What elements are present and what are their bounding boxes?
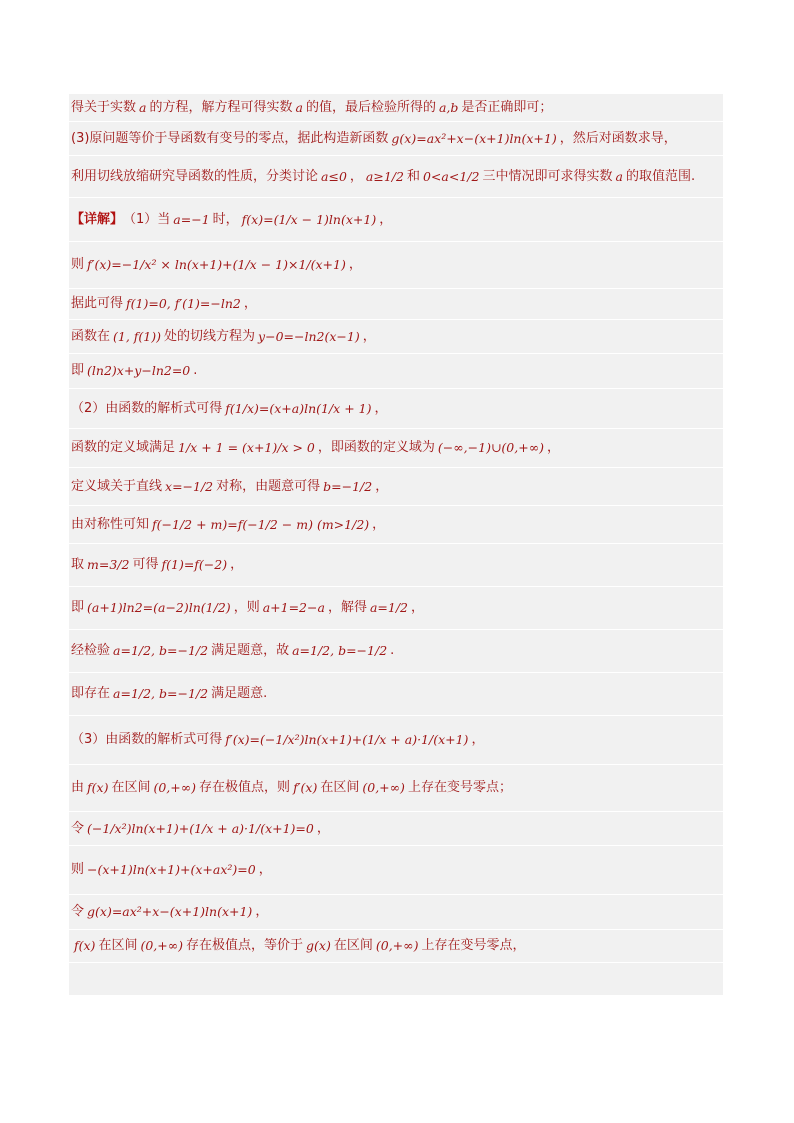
text-run: ， — [547, 440, 561, 455]
math-expression: a+1=2−a — [262, 600, 325, 615]
math-expression: m=3/2 — [87, 557, 130, 572]
text-run: ，然后对函数求导， — [559, 130, 677, 146]
text-run: 即存在 — [71, 686, 111, 701]
text-run: 据此可得 — [71, 296, 124, 311]
text-run: 经检验 — [71, 643, 111, 658]
solution-line — [69, 94, 723, 122]
math-expression: a — [295, 99, 303, 115]
text-run: 在区间 — [333, 938, 373, 953]
text-run: 和 — [406, 168, 420, 184]
math-expression: f′(x)=−1/x² × ln(x+1)+(1/x − 1)×1/(x+1) — [87, 257, 346, 272]
text-run: 在区间 — [320, 780, 360, 795]
solution-line — [69, 122, 723, 156]
text-run: （3）由函数的解析式可得 — [71, 732, 223, 747]
math-expression: a=1/2, b=−1/2 — [113, 686, 209, 701]
text-run: 利用切线放缩研究导函数的性质，分类讨论 — [71, 168, 319, 184]
text-run: ， — [362, 328, 376, 344]
math-expression: (−1/x²)ln(x+1)+(1/x + a)·1/(x+1)=0 — [87, 820, 314, 836]
text-run: ，则 — [233, 600, 260, 615]
text-run: . — [390, 643, 395, 658]
text-run: ， — [471, 732, 485, 747]
text-run: 是否正确即可； — [461, 99, 553, 115]
math-expression: (ln2)x+y−ln2=0 — [87, 363, 191, 378]
math-expression: a — [139, 99, 147, 115]
math-expression: f(1/x)=(x+a)ln(1/x + 1) — [225, 400, 372, 416]
solution-line — [69, 587, 723, 630]
math-expression: a≤0 — [321, 168, 347, 184]
math-expression: a=−1 — [173, 211, 210, 227]
solution-line — [69, 930, 723, 963]
math-expression: (1, f(1)) — [113, 328, 162, 344]
math-expression: 0<a<1/2 — [422, 168, 480, 184]
solution-line — [69, 242, 723, 289]
solution-line — [69, 468, 723, 506]
math-expression: b=−1/2 — [323, 478, 373, 494]
text-run: ，解得 — [327, 600, 367, 615]
math-expression: a=1/2, b=−1/2 — [113, 643, 209, 658]
text-run: ， — [348, 257, 362, 272]
text-run: 即 — [71, 363, 85, 378]
text-run: ， — [375, 478, 389, 494]
solution-line — [69, 354, 723, 389]
math-expression: a=1/2 — [369, 600, 408, 615]
text-run: 取 — [71, 557, 85, 572]
text-run: 定义域关于直线 — [71, 478, 163, 494]
solution-line — [69, 846, 723, 895]
math-expression: g(x)=ax²+x−(x+1)ln(x+1) — [391, 130, 557, 146]
text-run: 在区间 — [98, 938, 138, 953]
solution-sheet — [69, 94, 723, 995]
solution-line — [69, 765, 723, 812]
math-expression: g(x)=ax²+x−(x+1)ln(x+1) — [87, 904, 253, 919]
text-run: ， — [243, 296, 257, 311]
text-run: 的取值范围. — [625, 168, 696, 184]
solution-line — [69, 506, 723, 544]
text-run: 函数的定义域满足 — [71, 440, 176, 455]
text-run: 时， — [212, 211, 239, 227]
math-expression: 1/x + 1 = (x+1)/x > 0 — [178, 440, 315, 455]
text-run: ， — [374, 400, 388, 416]
text-run: ， — [255, 904, 269, 919]
text-run: 则 — [71, 257, 85, 272]
math-expression: a,b — [438, 99, 459, 115]
text-run: 由 — [71, 780, 85, 795]
text-run: ， — [379, 211, 393, 227]
math-expression: a — [615, 168, 623, 184]
solution-line — [69, 716, 723, 765]
solution-line — [69, 289, 723, 320]
text-run: 可得 — [132, 557, 159, 572]
solution-line — [69, 673, 723, 716]
text-run: 在区间 — [111, 780, 151, 795]
text-run: 满足题意. — [211, 686, 268, 701]
text-run: 上存在变号零点， — [421, 938, 526, 953]
text-run: 存在极值点，则 — [199, 780, 291, 795]
text-run: 令 — [71, 820, 85, 836]
text-run: 得关于实数 — [71, 99, 137, 115]
text-run: 对称，由题意可得 — [216, 478, 321, 494]
solution-line — [69, 895, 723, 930]
text-run: 的方程，解方程可得实数 — [149, 99, 293, 115]
math-expression: f′(x) — [293, 780, 318, 795]
math-expression: (−∞,−1)∪(0,+∞) — [437, 440, 544, 455]
math-expression: y−0=−ln2(x−1) — [258, 328, 360, 344]
text-run: (3)原问题等价于导函数有变号的零点，据此构造新函数 — [71, 130, 389, 146]
text-run: 则 — [71, 862, 85, 877]
text-run: 即 — [71, 600, 85, 615]
math-expression: (a+1)ln2=(a−2)ln(1/2) — [87, 600, 231, 615]
math-expression: f′(x)=(−1/x²)ln(x+1)+(1/x + a)·1/(x+1) — [225, 732, 469, 747]
text-run: 处的切线方程为 — [164, 328, 256, 344]
text-run: ， — [372, 516, 386, 532]
text-run: ， — [316, 820, 330, 836]
math-expression: f(x) — [74, 938, 96, 953]
section-heading: 【详解】 — [71, 211, 124, 227]
text-run: 满足题意，故 — [211, 643, 290, 658]
math-expression: x=−1/2 — [165, 478, 214, 494]
text-run: ， — [349, 168, 363, 184]
text-run: . — [193, 363, 198, 378]
math-expression: g(x) — [306, 938, 331, 953]
math-expression: f(−1/2 + m)=f(−1/2 − m) (m>1/2) — [152, 516, 370, 532]
math-expression: f(x)=(1/x − 1)ln(x+1) — [241, 211, 377, 227]
solution-line — [69, 198, 723, 242]
text-run: （1）当 — [123, 211, 171, 227]
solution-line — [69, 630, 723, 673]
text-run: 存在极值点，等价于 — [186, 938, 304, 953]
math-expression: −(x+1)ln(x+1)+(x+ax²)=0 — [87, 862, 256, 877]
solution-line — [69, 429, 723, 468]
text-run: ， — [258, 862, 272, 877]
math-expression: a=1/2, b=−1/2 — [292, 643, 388, 658]
text-run: ， — [230, 557, 244, 572]
text-run: ，即函数的定义域为 — [317, 440, 435, 455]
solution-line — [69, 320, 723, 354]
text-run: （2）由函数的解析式可得 — [71, 400, 223, 416]
math-expression: f(x) — [87, 780, 109, 795]
text-run: 令 — [71, 904, 85, 919]
math-expression: (0,+∞) — [140, 938, 184, 953]
math-expression: f(1)=0, f′(1)=−ln2 — [126, 296, 241, 311]
solution-line — [69, 544, 723, 587]
math-expression: (0,+∞) — [362, 780, 405, 795]
math-expression: a≥1/2 — [365, 168, 404, 184]
text-run: 上存在变号零点； — [407, 780, 512, 795]
text-run: 函数在 — [71, 328, 111, 344]
math-expression: (0,+∞) — [153, 780, 197, 795]
solution-line — [69, 389, 723, 429]
math-expression: (0,+∞) — [375, 938, 419, 953]
text-run: 三中情况即可求得实数 — [482, 168, 613, 184]
text-run: 的值，最后检验所得的 — [305, 99, 436, 115]
solution-line — [69, 812, 723, 846]
text-run: ， — [411, 600, 425, 615]
math-expression: f(1)=f(−2) — [161, 557, 228, 572]
solution-line — [69, 156, 723, 198]
text-run: 由对称性可知 — [71, 516, 150, 532]
